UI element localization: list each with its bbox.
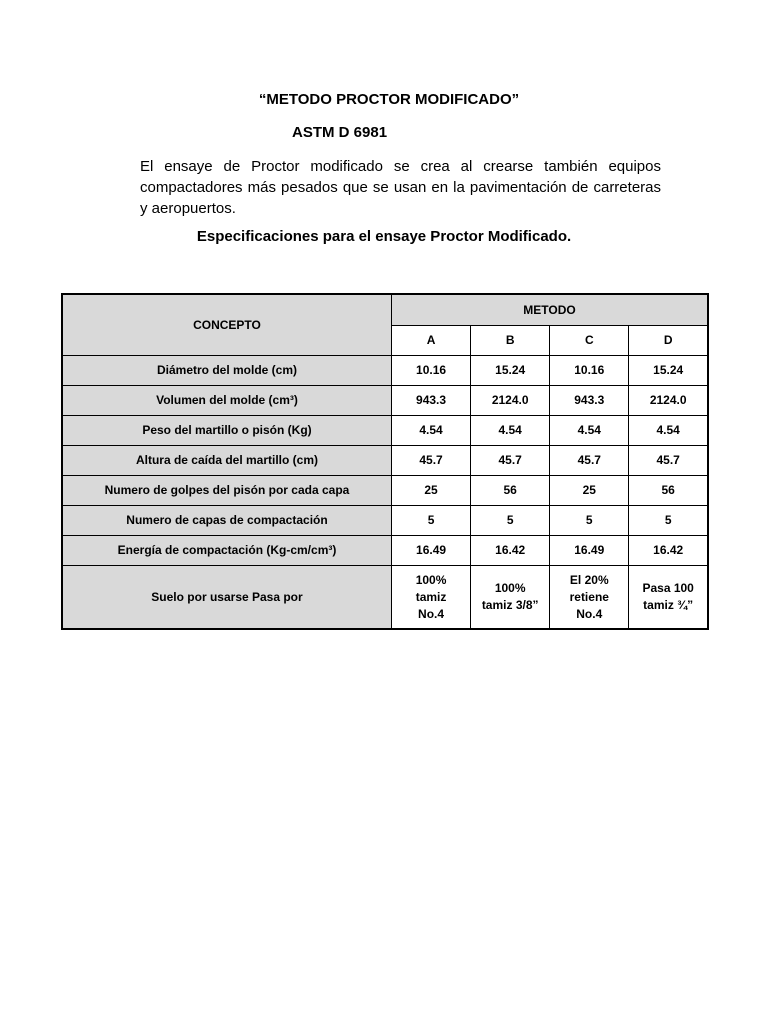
cell-line: 100% xyxy=(494,581,526,595)
cell-value: 45.7 xyxy=(471,446,550,476)
cell-value: 15.24 xyxy=(471,356,550,386)
table-row xyxy=(62,446,708,476)
cell-value: 4.54 xyxy=(471,416,550,446)
row-label: Numero de golpes del pisón por cada capa xyxy=(62,476,392,506)
cell-value: 4.54 xyxy=(629,416,708,446)
table-row xyxy=(62,476,708,506)
cell-value: 15.24 xyxy=(629,356,708,386)
cell-line: No.4 xyxy=(418,606,445,621)
row-label: Numero de capas de compactación xyxy=(62,506,392,536)
cell-value: 45.7 xyxy=(629,446,708,476)
cell-value: 5 xyxy=(392,506,471,536)
cell-value: 16.42 xyxy=(471,536,550,566)
table-row xyxy=(62,386,708,416)
row-label: Peso del martillo o pisón (Kg) xyxy=(62,416,392,446)
cell-value: 10.16 xyxy=(392,356,471,386)
cell-line: tamiz xyxy=(415,589,447,604)
row-label: Altura de caída del martillo (cm) xyxy=(62,446,392,476)
cell-value: 5 xyxy=(471,506,550,536)
table-row xyxy=(62,416,708,446)
cell-value: 2124.0 xyxy=(629,386,708,416)
table-row xyxy=(62,566,708,630)
cell-line: tamiz ¾” xyxy=(643,598,694,612)
method-c-header: C xyxy=(550,326,629,356)
cell-value xyxy=(471,566,550,630)
cell-value xyxy=(550,566,629,630)
cell-value: 10.16 xyxy=(550,356,629,386)
cell-value: 16.49 xyxy=(550,536,629,566)
row-label: Diámetro del molde (cm) xyxy=(62,356,392,386)
document-title: “METODO PROCTOR MODIFICADO” xyxy=(258,91,520,108)
row-label: Volumen del molde (cm³) xyxy=(62,386,392,416)
cell-line: El 20% xyxy=(569,572,609,587)
cell-value: 5 xyxy=(550,506,629,536)
cell-value xyxy=(392,566,471,630)
cell-value: 943.3 xyxy=(550,386,629,416)
cell-value: 5 xyxy=(629,506,708,536)
cell-value: 16.42 xyxy=(629,536,708,566)
method-b-header: B xyxy=(471,326,550,356)
table-row xyxy=(62,356,708,386)
cell-value: 56 xyxy=(471,476,550,506)
table-row xyxy=(62,506,708,536)
cell-line: retiene xyxy=(569,589,609,604)
table-heading: Especificaciones para el ensaye Proctor Modificado. xyxy=(196,228,572,245)
cell-value xyxy=(629,566,708,630)
cell-value: 25 xyxy=(550,476,629,506)
cell-value: 56 xyxy=(629,476,708,506)
cell-line: tamiz 3/8” xyxy=(481,598,539,612)
cell-value: 4.54 xyxy=(392,416,471,446)
cell-line: 100% xyxy=(415,572,447,587)
cell-value: 25 xyxy=(392,476,471,506)
cell-value: 2124.0 xyxy=(471,386,550,416)
cell-value: 45.7 xyxy=(392,446,471,476)
method-header: METODO xyxy=(392,294,709,326)
intro-paragraph: El ensaye de Proctor modificado se crea al crearse también equipos compactadores más pesados que se usan en la pavimentación de carreteras y aeropuertos. xyxy=(140,158,661,217)
cell-line: No.4 xyxy=(576,606,603,621)
specifications-table xyxy=(61,293,709,630)
row-label: Energía de compactación (Kg-cm/cm³) xyxy=(62,536,392,566)
document-subtitle: ASTM D 6981 xyxy=(292,124,388,141)
method-d-header: D xyxy=(629,326,708,356)
concept-header: CONCEPTO xyxy=(62,294,392,356)
method-a-header: A xyxy=(392,326,471,356)
cell-value: 4.54 xyxy=(550,416,629,446)
table-row xyxy=(62,536,708,566)
cell-value: 943.3 xyxy=(392,386,471,416)
cell-value: 16.49 xyxy=(392,536,471,566)
cell-value: 45.7 xyxy=(550,446,629,476)
row-label: Suelo por usarse Pasa por xyxy=(62,566,392,630)
cell-line: Pasa 100 xyxy=(642,581,694,595)
